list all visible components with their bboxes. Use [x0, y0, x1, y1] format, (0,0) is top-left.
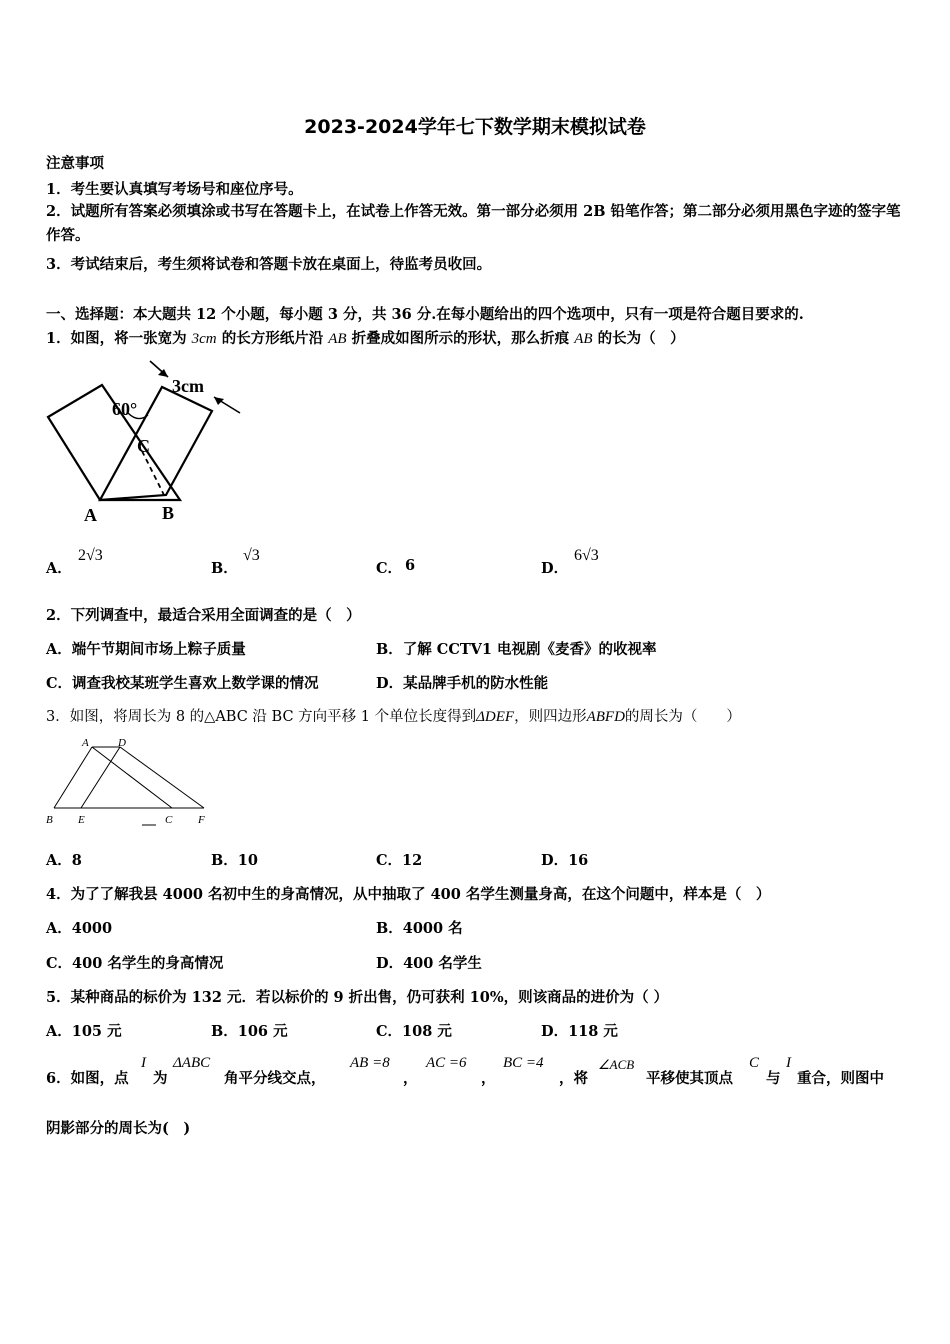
q2-option-a: A．端午节期间市场上粽子质量: [46, 641, 246, 658]
notes-heading: 注意事项: [46, 155, 104, 172]
q6-sep-1: ，: [403, 1070, 418, 1087]
q1-option-a-value: 2√3: [78, 547, 103, 564]
q4-option-d: D．400 名学生: [376, 955, 482, 972]
fig3-point-c: C: [165, 814, 173, 826]
section-heading: 一、选择题：本大题共 12 个小题，每小题 3 分，共 36 分.在每小题给出的四个选项中，只有一项是符合题目要求的.: [46, 306, 804, 323]
fig3-point-e: E: [78, 814, 85, 826]
q1-option-b-letter: B．: [211, 560, 238, 577]
q3-option-a: A．8: [46, 852, 82, 869]
question-6-text-4: ，将: [559, 1070, 588, 1087]
q5-option-b: B．106 元: [211, 1023, 288, 1040]
q1-option-b-value: √3: [243, 547, 260, 564]
question-3-figure: [44, 734, 219, 834]
fig3-point-f: F: [198, 814, 205, 826]
fig3-point-b: B: [46, 814, 53, 826]
page-title: 2023-2024学年七下数学期末模拟试卷: [304, 116, 646, 138]
question-6-text-3: 角平分线交点，: [224, 1070, 326, 1087]
fig1-point-c: C: [137, 436, 150, 456]
question-1-figure: [40, 355, 260, 530]
q5-option-a: A．105 元: [46, 1023, 122, 1040]
note-item-1: 1．考生要认真填写考场号和座位序号。: [46, 181, 303, 198]
q2-option-c: C．调查我校某班学生喜欢上数学课的情况: [46, 675, 319, 692]
q6-triangle: ΔABC: [173, 1055, 211, 1071]
question-6-text-1: 6．如图，点: [46, 1070, 129, 1087]
q5-option-c: C．108 元: [376, 1023, 452, 1040]
q1-option-a-letter: A．: [46, 560, 72, 577]
q1-option-d-letter: D．: [541, 560, 569, 577]
q2-option-d: D．某品牌手机的防水性能: [376, 675, 549, 692]
question-4-stem: 4．为了了解我县 4000 名初中生的身高情况，从中抽取了 400 名学生测量身高，在这个问题中，样本是（ ）: [46, 886, 771, 903]
fig1-angle-label: 60°: [112, 399, 138, 419]
q1-option-d-value: 6√3: [574, 547, 599, 564]
q3-option-d: D．16: [541, 852, 589, 869]
question-6-text-2: 为: [153, 1070, 168, 1087]
question-3-stem: 3．如图，将周长为 8 的△ABC 沿 BC 方向平移 1 个单位长度得到ΔDEF，则四边形ABFD的周长为（ ）: [46, 709, 741, 725]
q6-bc: BC =4: [503, 1055, 544, 1071]
q6-point-i-2: I: [786, 1055, 791, 1071]
q2-option-b: B．了解 CCTV1 电视剧《麦香》的收视率: [376, 641, 657, 658]
q6-angle-acb: ∠ACB: [598, 1057, 635, 1072]
question-6-text-5: 平移使其顶点: [646, 1070, 733, 1087]
q1-option-c-letter: C．: [376, 560, 403, 577]
q6-point-c: C: [749, 1055, 760, 1071]
fig3-point-d: D: [118, 737, 126, 749]
q4-option-b: B．4000 名: [376, 920, 463, 937]
question-5-stem: 5．某种商品的标价为 132 元．若以标价的 9 折出售，仍可获利 10%，则该商品的进价为（ ）: [46, 989, 669, 1006]
note-item-2: 2．试题所有答案必须填涂或书写在答题卡上，在试卷上作答无效。第一部分必须用 2B 铅笔作答；第二部分必须用黑色字迹的签字笔作答。: [46, 203, 901, 244]
q3-option-b: B．10: [211, 852, 258, 869]
question-6-text-8: 阴影部分的周长为( ): [46, 1120, 191, 1137]
fig1-point-b: B: [162, 503, 175, 523]
q1-option-c-value: 6: [405, 557, 416, 574]
q6-ab: AB =8: [350, 1055, 390, 1071]
fig3-point-a: A: [82, 737, 89, 749]
note-item-3: 3．考试结束后，考生须将试卷和答题卡放在桌面上，待监考员收回。: [46, 256, 492, 273]
q5-option-d: D．118 元: [541, 1023, 618, 1040]
q6-sep-2: ，: [481, 1070, 496, 1087]
q6-ac: AC =6: [426, 1055, 467, 1071]
question-6-text-6: 与: [766, 1070, 781, 1087]
question-2-stem: 2．下列调查中，最适合采用全面调查的是（ ）: [46, 607, 361, 624]
question-1-stem: 1．如图，将一张宽为 3cm 的长方形纸片沿 AB 折叠成如图所示的形状，那么折痕 AB 的长为（ ）: [46, 330, 685, 347]
question-6-text-7: 重合，则图中: [797, 1070, 884, 1087]
q3-option-c: C．12: [376, 852, 423, 869]
q6-point-i: I: [141, 1055, 146, 1071]
q4-option-a: A．4000: [46, 920, 113, 937]
q4-option-c: C．400 名学生的身高情况: [46, 955, 224, 972]
fig1-point-a: A: [84, 505, 97, 525]
fig1-width-label: 3cm: [172, 376, 204, 396]
